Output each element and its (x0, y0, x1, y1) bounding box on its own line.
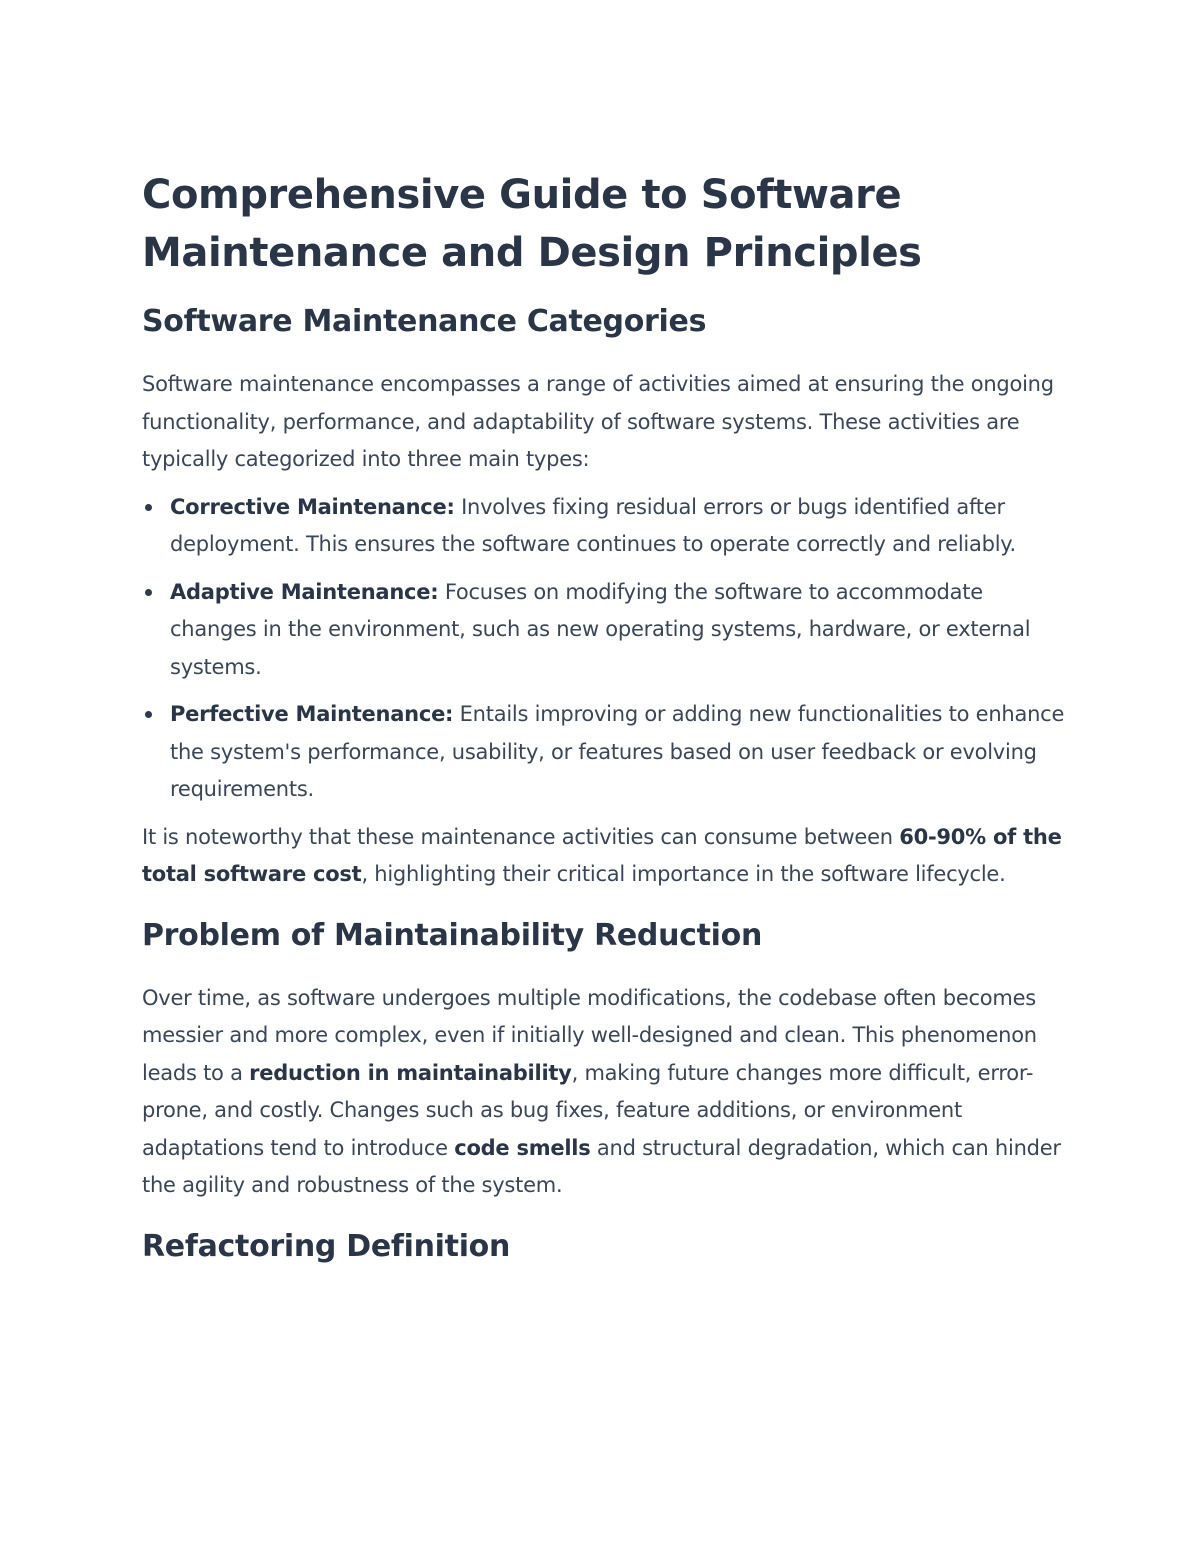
cost-note-text: It is noteworthy that these maintenance activities can consume between (142, 824, 900, 849)
cost-note-paragraph (142, 819, 1067, 894)
list-item-corrective (142, 489, 1067, 564)
paragraph-highlight: code smells (454, 1135, 591, 1160)
cost-note-text: , highlighting their critical importance in the software lifecycle. (361, 862, 1006, 886)
section-heading: Refactoring Definition (142, 1228, 511, 1264)
list-item-term: Perfective Maintenance: (170, 702, 454, 726)
paragraph-text: Over time, as software undergoes multiple modifications, the codebase often becomes messier and more complex, even if initially well-designed and clean. This phenomenon leads to a (142, 985, 1037, 1085)
list-item-term: Corrective Maintenance: (170, 494, 455, 519)
list-item-perfective (142, 696, 1067, 809)
section-maintainability-reduction (142, 916, 1067, 1205)
list-item-text: Focuses on modifying the software to accommodate changes in the environment, such as new operating systems, hardware, or external systems. (170, 579, 1031, 679)
paragraph-highlight: reduction in maintainability (249, 1060, 572, 1085)
section-intro-paragraph: Software maintenance encompasses a range of activities aimed at ensuring the ongoing functionality, performance, and adaptability of software systems. These activities are typically categorized into three main types: (142, 372, 1054, 471)
paragraph-text: , making future changes more difficult, error-prone, and costly. Changes such as bug fixes, feature additions, or environment adaptations tend to introduce (142, 1060, 1034, 1160)
cost-note-highlight: 60-90% of the total software cost (142, 824, 1062, 886)
section-heading: Problem of Maintainability Reduction (142, 917, 763, 953)
list-item-adaptive (142, 574, 1067, 687)
maintenance-types-list (142, 489, 1067, 809)
list-item-text: Involves fixing residual errors or bugs identified after deployment. This ensures the software continues to operate correctly and reliably. (170, 494, 1016, 556)
list-item-term: Adaptive Maintenance: (170, 579, 439, 604)
section-maintenance-categories (142, 302, 1067, 894)
section-heading: Software Maintenance Categories (142, 304, 707, 339)
paragraph-text: and structural degradation, which can hinder the agility and robustness of the system. (142, 1135, 1061, 1197)
list-item-text: Entails improving or adding new functionalities to enhance the system's performance, usability, or features based on user feedback or evolving requirements. (170, 702, 1065, 801)
page-title: Comprehensive Guide to Software Maintenance and Design Principles (142, 172, 922, 276)
maintainability-paragraph (142, 980, 1067, 1205)
section-refactoring-definition (142, 1227, 1067, 1267)
document-page (142, 166, 1067, 1267)
